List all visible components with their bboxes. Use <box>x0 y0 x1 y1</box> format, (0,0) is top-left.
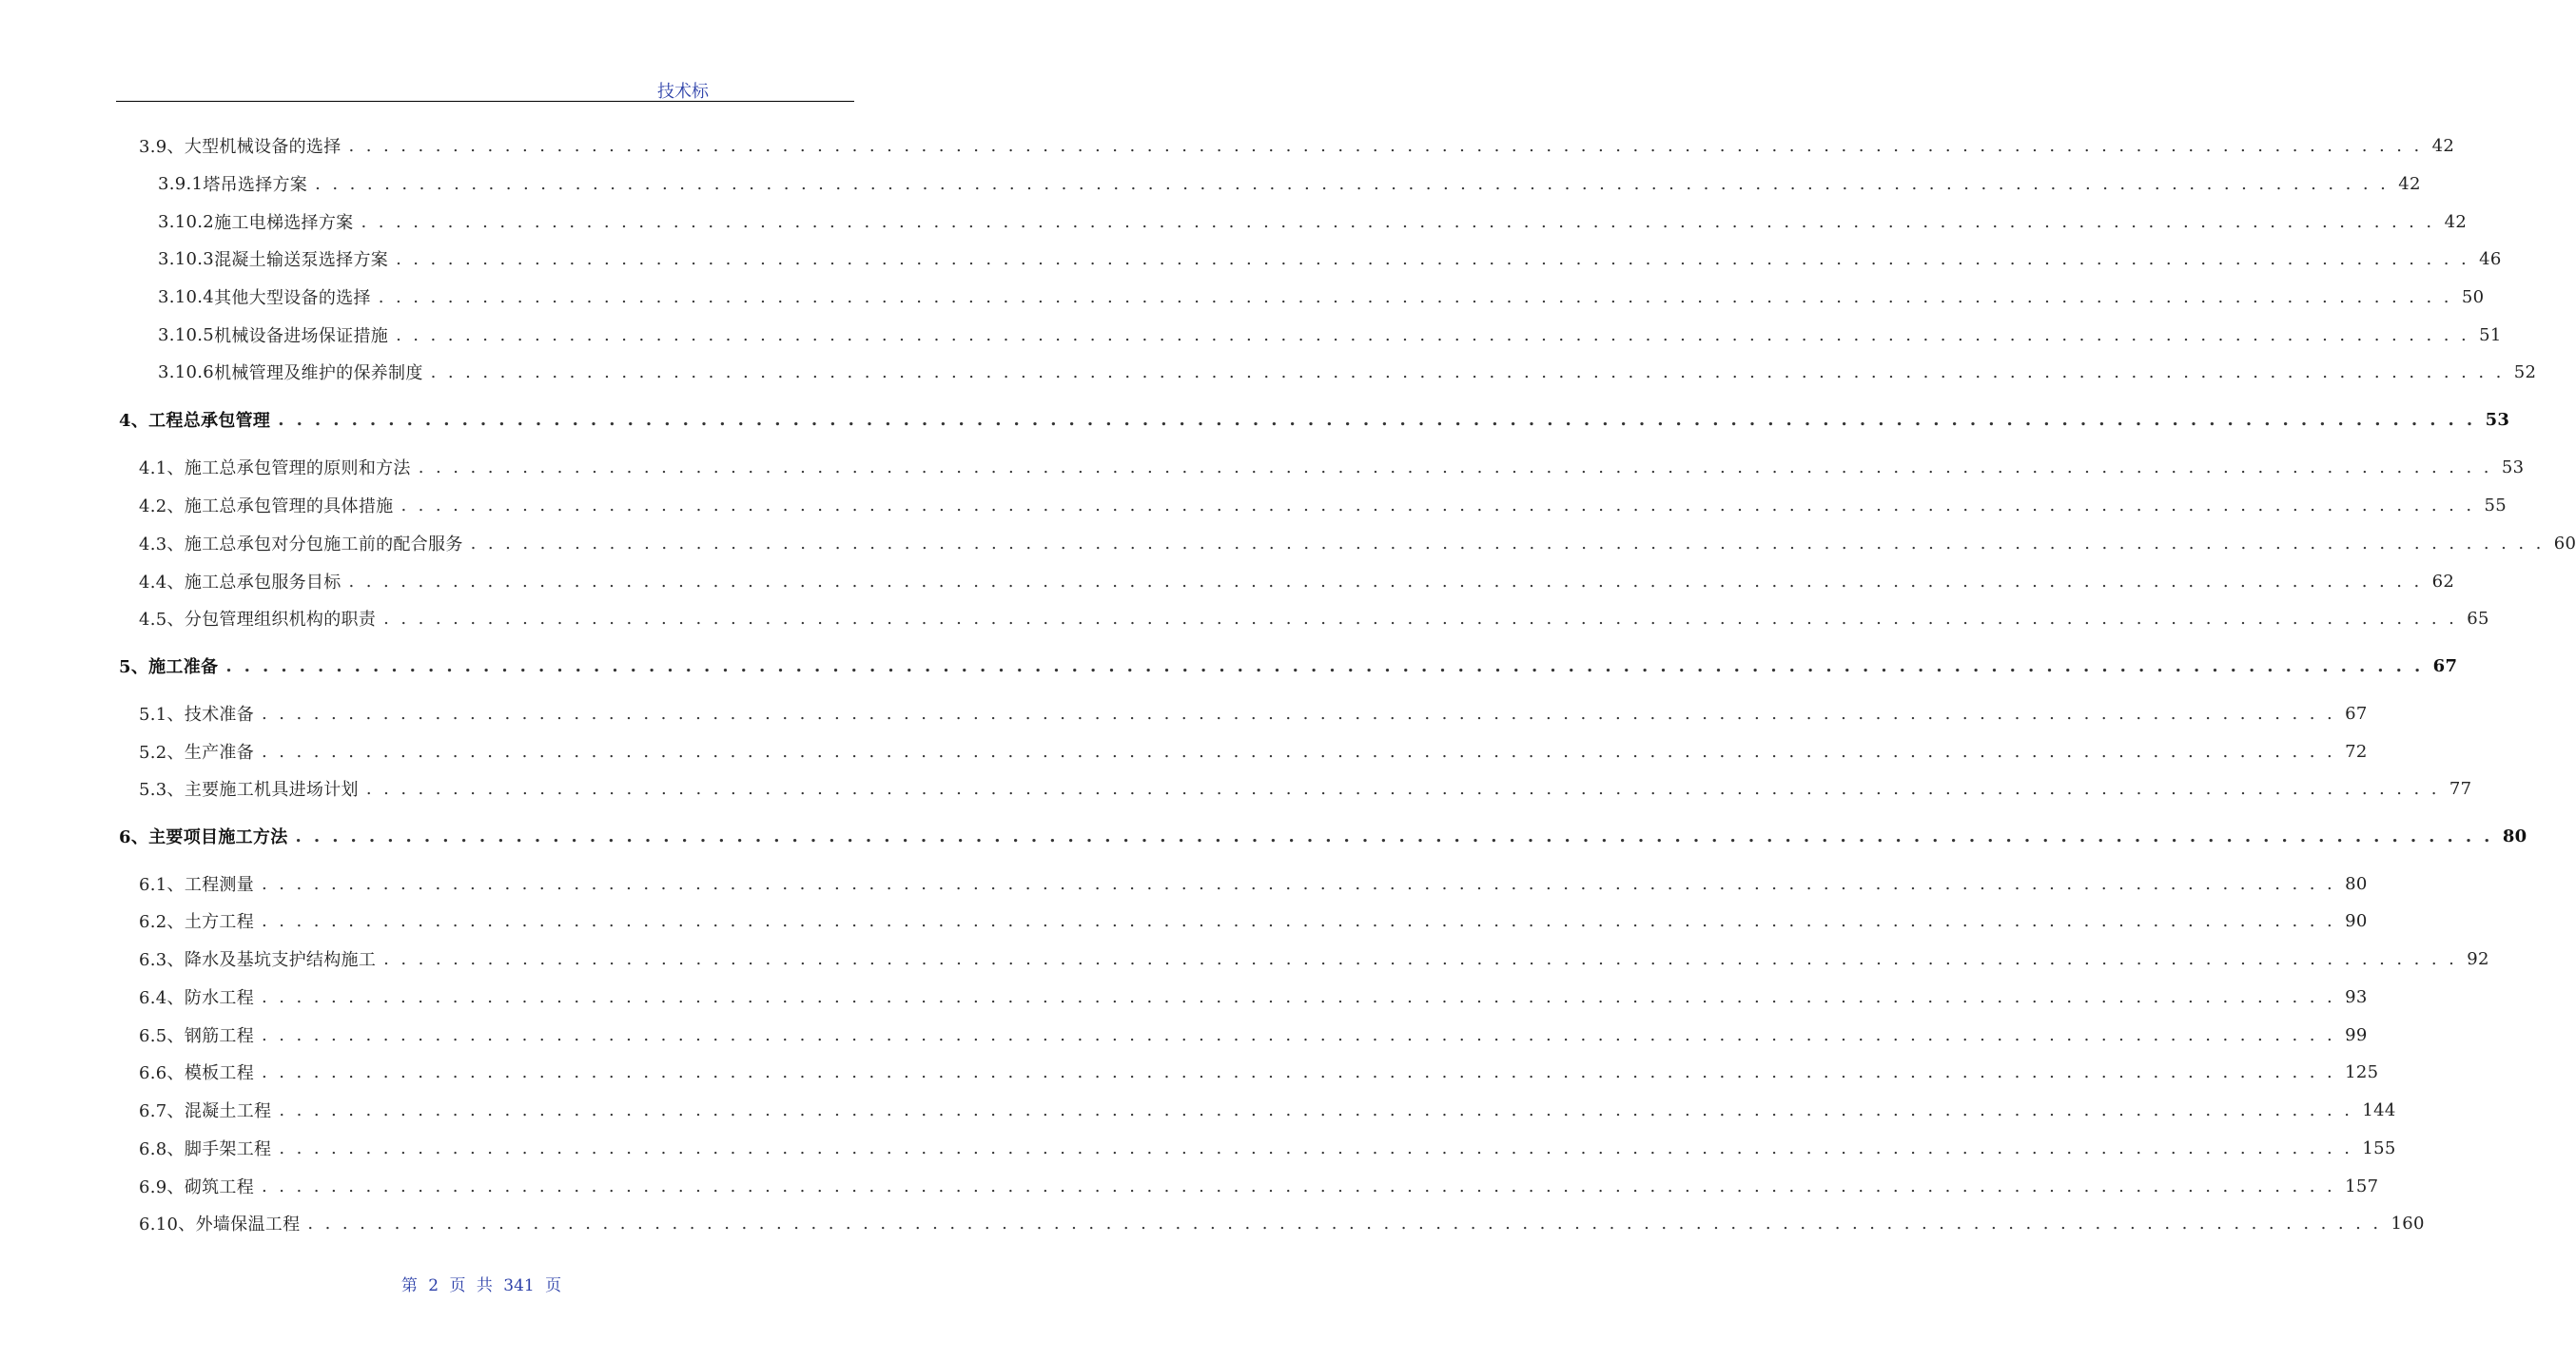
header-title: 技术标 <box>657 82 709 102</box>
header-divider <box>116 101 854 102</box>
toc-entry-page-number: 80 <box>2345 873 2368 894</box>
toc-entry-number: 6.4、 <box>139 988 185 1008</box>
toc-entry-page-number: 157 <box>2345 1176 2379 1196</box>
toc-entry-title: 混凝土工程 <box>184 1101 272 1121</box>
toc-entry-title: 外墙保温工程 <box>195 1215 301 1235</box>
toc-entry-title: 主要项目施工方法 <box>148 827 288 847</box>
toc-entry-number: 6、 <box>119 827 149 847</box>
toc-entry[interactable] <box>0 1136 2396 1160</box>
toc-entry-title: 工程测量 <box>184 875 255 895</box>
toc-entry-title: 施工总承包服务目标 <box>184 573 342 593</box>
toc-dot-leader: . . . . . . . . . . . . . . . . . . . . . . . . . . . . . . . . . . . . . . . . . . . . . . . . . . . . . . . . . . . . . . . . . . . . . . . . . . . . . . . . . . . . . . . . . . . . . . . . . . . . . . . . . . . . . . . . . . . . . . . . <box>430 361 2505 382</box>
toc-entry[interactable] <box>0 1098 2396 1122</box>
toc-entry-page-number: 144 <box>2362 1099 2396 1120</box>
toc-dot-leader: . . . . . . . . . . . . . . . . . . . . . . . . . . . . . . . . . . . . . . . . . . . . . . . . . . . . . . . . . . . . . . . . . . . . . . . . . . . . . . . . . . . . . . . . . . . . . . . . . . . . . . . . . . . . . . . . . . . . . . . . <box>307 1213 2382 1234</box>
toc-entry[interactable] <box>0 701 2368 726</box>
toc-entry-number: 3.9.1 <box>158 173 204 194</box>
toc-entry-number: 3.10.6 <box>158 361 215 382</box>
toc-entry-page-number: 50 <box>2461 286 2485 307</box>
toc-entry[interactable] <box>0 569 2455 593</box>
toc-entry-page-number: 125 <box>2345 1061 2379 1082</box>
toc-entry-title: 钢筋工程 <box>184 1026 255 1046</box>
toc-entry-title: 机械设备进场保证措施 <box>214 326 389 346</box>
toc-dot-leader: . . . . . . . . . . . . . . . . . . . . . . . . . . . . . . . . . . . . . . . . . . . . . . . . . . . . . . . . . . . . . . . . . . . . . . . . . . . . . . . . . . . . . . . . . . . . . . . . . . . . . . . . . . . . . . . . . . . . . . . . <box>262 1024 2336 1045</box>
toc-entry-title: 施工电梯选择方案 <box>214 213 354 233</box>
toc-entry[interactable] <box>0 1211 2425 1235</box>
toc-entry-page-number: 52 <box>2513 361 2537 382</box>
toc-entry-page-number: 92 <box>2467 948 2489 969</box>
toc-entry-title: 施工总承包对分包施工前的配合服务 <box>184 535 463 554</box>
toc-dot-leader: . . . . . . . . . . . . . . . . . . . . . . . . . . . . . . . . . . . . . . . . . . . . . . . . . . . . . . . . . . . . . . . . . . . . . . . . . . . . . . . . . . . . . . . . . . . . . . . . . . . . . . . . . . . . . . . . . . . . . . . . <box>262 1061 2336 1082</box>
toc-entry-page-number: 42 <box>2398 173 2421 194</box>
toc-entry[interactable] <box>0 739 2368 764</box>
toc-dot-leader: . . . . . . . . . . . . . . . . . . . . . . . . . . . . . . . . . . . . . . . . . . . . . . . . . . . . . . . . . . . . . . . . . . . . . . . . . . . . . . . . . . . . . . . . . . . . . . . . . . . . . . . . . . . . . . . . . . . . . . . . <box>383 608 2458 629</box>
toc-dot-leader: . . . . . . . . . . . . . . . . . . . . . . . . . . . . . . . . . . . . . . . . . . . . . . . . . . . . . . . . . . . . . . . . . . . . . . . . . . . . . . . . . . . . . . . . . . . . . . . . . . . . . . . . . . . . . . . . . . . . . . . . <box>418 457 2492 477</box>
toc-entry-number: 6.9、 <box>139 1177 185 1197</box>
toc-entry-title: 其他大型设备的选择 <box>214 288 371 308</box>
toc-entry[interactable] <box>0 653 2458 678</box>
toc-entry[interactable] <box>0 531 2576 555</box>
toc-entry-number: 6.6、 <box>139 1063 185 1083</box>
toc-entry-number: 3.10.2 <box>158 211 215 232</box>
toc-entry-page-number: 55 <box>2484 495 2508 515</box>
toc-entry-number: 6.1、 <box>139 875 185 895</box>
toc-dot-leader: . . . . . . . . . . . . . . . . . . . . . . . . . . . . . . . . . . . . . . . . . . . . . . . . . . . . . . . . . . . . . . . . . . . . . . . . . . . . . . . . . . . . . . . . . . . . . . . . . . . . . . . . . . . . . . . . . . . . . . . . <box>348 135 2423 156</box>
toc-entry[interactable] <box>0 984 2368 1009</box>
toc-entry[interactable] <box>0 1060 2379 1084</box>
toc-dot-leader: . . . . . . . . . . . . . . . . . . . . . . . . . . . . . . . . . . . . . . . . . . . . . . . . . . . . . . . . . . . . . . . . . . . . . . . . . . . . . . . . . . . . . . . . . . . . . . . . . . . . . . . . . . . . . . . . . . . . . . . . <box>470 533 2545 554</box>
toc-entry-page-number: 67 <box>2345 703 2368 724</box>
toc-entry-number: 4.4、 <box>139 573 185 593</box>
toc-entry-page-number: 93 <box>2345 986 2368 1007</box>
toc-entry[interactable] <box>0 284 2485 309</box>
toc-entry-number: 5、 <box>119 657 149 677</box>
toc-entry-number: 3.10.5 <box>158 324 215 345</box>
toc-entry-title: 分包管理组织机构的职责 <box>184 610 377 630</box>
toc-entry[interactable] <box>0 1022 2368 1047</box>
toc-entry-title: 施工总承包管理的具体措施 <box>184 496 394 516</box>
toc-entry-title: 防水工程 <box>184 988 255 1008</box>
toc-dot-leader: . . . . . . . . . . . . . . . . . . . . . . . . . . . . . . . . . . . . . . . . . . . . . . . . . . . . . . . . . . . . . . . . . . . . . . . . . . . . . . . . . . . . . . . . . . . . . . . . . . . . . . . . . . . . . . . . . . . . . . . . <box>262 703 2336 724</box>
toc-entry-page-number: 42 <box>2444 211 2468 232</box>
toc-entry-page-number: 46 <box>2479 248 2502 269</box>
toc-entry-page-number: 53 <box>2501 457 2525 477</box>
toc-entry-number: 3.10.3 <box>158 248 215 269</box>
toc-entry-number: 6.2、 <box>139 912 185 932</box>
toc-entry-page-number: 62 <box>2431 571 2455 592</box>
toc-dot-leader: . . . . . . . . . . . . . . . . . . . . . . . . . . . . . . . . . . . . . . . . . . . . . . . . . . . . . . . . . . . . . . . . . . . . . . . . . . . . . . . . . . . . . . . . . . . . . . . . . . . . . . . . . . . . . . . . . . . . . . . . <box>262 741 2336 762</box>
toc-entry-title: 砌筑工程 <box>184 1177 255 1197</box>
toc-dot-leader: . . . . . . . . . . . . . . . . . . . . . . . . . . . . . . . . . . . . . . . . . . . . . . . . . . . . . . . . . . . . . . . . . . . . . . . . . . . . . . . . . . . . . . . . . . . . . . . . . . . . . . . . . . . . . . . . . . . . . . . . <box>279 1137 2353 1158</box>
toc-dot-leader: . . . . . . . . . . . . . . . . . . . . . . . . . . . . . . . . . . . . . . . . . . . . . . . . . . . . . . . . . . . . . . . . . . . . . . . . . . . . . . . . . . . . . . . . . . . . . . . . . . . . . . . . . . . . . . . . . . . . . . . . <box>225 655 2424 676</box>
toc-dot-leader: . . . . . . . . . . . . . . . . . . . . . . . . . . . . . . . . . . . . . . . . . . . . . . . . . . . . . . . . . . . . . . . . . . . . . . . . . . . . . . . . . . . . . . . . . . . . . . . . . . . . . . . . . . . . . . . . . . . . . . . . <box>400 495 2475 515</box>
toc-entry-title: 混凝土输送泵选择方案 <box>214 250 389 270</box>
toc-dot-leader: . . . . . . . . . . . . . . . . . . . . . . . . . . . . . . . . . . . . . . . . . . . . . . . . . . . . . . . . . . . . . . . . . . . . . . . . . . . . . . . . . . . . . . . . . . . . . . . . . . . . . . . . . . . . . . . . . . . . . . . . <box>262 1176 2336 1196</box>
toc-dot-leader: . . . . . . . . . . . . . . . . . . . . . . . . . . . . . . . . . . . . . . . . . . . . . . . . . . . . . . . . . . . . . . . . . . . . . . . . . . . . . . . . . . . . . . . . . . . . . . . . . . . . . . . . . . . . . . . . . . . . . . . . <box>348 571 2423 592</box>
toc-entry-page-number: 65 <box>2467 608 2489 629</box>
toc-entry-number: 5.2、 <box>139 743 185 763</box>
toc-entry-title: 施工准备 <box>148 657 219 677</box>
toc-entry[interactable] <box>0 776 2472 801</box>
toc-entry-title: 脚手架工程 <box>184 1139 272 1159</box>
toc-dot-leader: . . . . . . . . . . . . . . . . . . . . . . . . . . . . . . . . . . . . . . . . . . . . . . . . . . . . . . . . . . . . . . . . . . . . . . . . . . . . . . . . . . . . . . . . . . . . . . . . . . . . . . . . . . . . . . . . . . . . . . . . <box>378 286 2452 307</box>
toc-entry[interactable] <box>0 946 2489 971</box>
toc-entry[interactable] <box>0 493 2508 517</box>
toc-entry-number: 3.10.4 <box>158 286 215 307</box>
toc-entry-page-number: 90 <box>2345 910 2368 931</box>
toc-entry-title: 塔吊选择方案 <box>203 175 308 195</box>
toc-entry-page-number: 77 <box>2449 778 2472 799</box>
toc-entry-page-number: 53 <box>2485 409 2510 430</box>
toc-entry-title: 大型机械设备的选择 <box>184 137 342 157</box>
toc-entry[interactable] <box>0 1174 2379 1198</box>
toc-entry-number: 6.8、 <box>139 1139 185 1159</box>
toc-entry-page-number: 42 <box>2431 135 2455 156</box>
toc-entry-number: 4.5、 <box>139 610 185 630</box>
toc-entry[interactable] <box>0 606 2489 631</box>
toc-entry-number: 5.1、 <box>139 705 185 725</box>
toc-dot-leader: . . . . . . . . . . . . . . . . . . . . . . . . . . . . . . . . . . . . . . . . . . . . . . . . . . . . . . . . . . . . . . . . . . . . . . . . . . . . . . . . . . . . . . . . . . . . . . . . . . . . . . . . . . . . . . . . . . . . . . . . <box>396 248 2470 269</box>
toc-entry-title: 机械管理及维护的保养制度 <box>214 363 423 383</box>
toc-entry-title: 模板工程 <box>184 1063 255 1083</box>
toc-dot-leader: . . . . . . . . . . . . . . . . . . . . . . . . . . . . . . . . . . . . . . . . . . . . . . . . . . . . . . . . . . . . . . . . . . . . . . . . . . . . . . . . . . . . . . . . . . . . . . . . . . . . . . . . . . . . . . . . . . . . . . . . <box>315 173 2390 194</box>
toc-entry-number: 4、 <box>119 411 149 431</box>
toc-entry-page-number: 51 <box>2479 324 2502 345</box>
toc-entry-title: 技术准备 <box>184 705 255 725</box>
toc-dot-leader: . . . . . . . . . . . . . . . . . . . . . . . . . . . . . . . . . . . . . . . . . . . . . . . . . . . . . . . . . . . . . . . . . . . . . . . . . . . . . . . . . . . . . . . . . . . . . . . . . . . . . . . . . . . . . . . . . . . . . . . . <box>295 826 2493 846</box>
toc-dot-leader: . . . . . . . . . . . . . . . . . . . . . . . . . . . . . . . . . . . . . . . . . . . . . . . . . . . . . . . . . . . . . . . . . . . . . . . . . . . . . . . . . . . . . . . . . . . . . . . . . . . . . . . . . . . . . . . . . . . . . . . . <box>396 324 2470 345</box>
toc-entry[interactable] <box>0 908 2368 933</box>
toc-entry[interactable] <box>0 455 2525 479</box>
toc-entry-title: 主要施工机具进场计划 <box>184 780 359 800</box>
toc-entry[interactable] <box>0 407 2510 432</box>
toc-dot-leader: . . . . . . . . . . . . . . . . . . . . . . . . . . . . . . . . . . . . . . . . . . . . . . . . . . . . . . . . . . . . . . . . . . . . . . . . . . . . . . . . . . . . . . . . . . . . . . . . . . . . . . . . . . . . . . . . . . . . . . . . <box>279 1099 2353 1120</box>
toc-entry-title: 工程总承包管理 <box>148 411 271 431</box>
toc-entry[interactable] <box>0 171 2421 196</box>
toc-entry[interactable] <box>0 824 2527 848</box>
toc-entry-page-number: 60 <box>2553 533 2576 554</box>
toc-entry[interactable] <box>0 246 2502 271</box>
toc-entry[interactable] <box>0 322 2502 347</box>
toc-entry[interactable] <box>0 360 2537 384</box>
toc-entry-title: 降水及基坑支护结构施工 <box>184 950 377 970</box>
toc-dot-leader: . . . . . . . . . . . . . . . . . . . . . . . . . . . . . . . . . . . . . . . . . . . . . . . . . . . . . . . . . . . . . . . . . . . . . . . . . . . . . . . . . . . . . . . . . . . . . . . . . . . . . . . . . . . . . . . . . . . . . . . . <box>361 211 2435 232</box>
toc-entry-number: 5.3、 <box>139 780 185 800</box>
toc-entry[interactable] <box>0 133 2455 158</box>
toc-entry-page-number: 67 <box>2432 655 2458 676</box>
toc-entry-number: 3.9、 <box>139 137 185 157</box>
toc-entry-number: 4.1、 <box>139 458 185 478</box>
toc-entry-number: 6.3、 <box>139 950 185 970</box>
toc-entry-number: 4.2、 <box>139 496 185 516</box>
toc-entry[interactable] <box>0 209 2468 234</box>
toc-dot-leader: . . . . . . . . . . . . . . . . . . . . . . . . . . . . . . . . . . . . . . . . . . . . . . . . . . . . . . . . . . . . . . . . . . . . . . . . . . . . . . . . . . . . . . . . . . . . . . . . . . . . . . . . . . . . . . . . . . . . . . . . <box>278 409 2476 430</box>
toc-entry-page-number: 160 <box>2391 1213 2425 1234</box>
toc-entry-number: 6.5、 <box>139 1026 185 1046</box>
toc-dot-leader: . . . . . . . . . . . . . . . . . . . . . . . . . . . . . . . . . . . . . . . . . . . . . . . . . . . . . . . . . . . . . . . . . . . . . . . . . . . . . . . . . . . . . . . . . . . . . . . . . . . . . . . . . . . . . . . . . . . . . . . . <box>365 778 2440 799</box>
toc-entry-page-number: 155 <box>2362 1137 2396 1158</box>
toc-entry-page-number: 99 <box>2345 1024 2368 1045</box>
toc-entry-title: 土方工程 <box>184 912 255 932</box>
toc-entry-number: 4.3、 <box>139 535 185 554</box>
toc-dot-leader: . . . . . . . . . . . . . . . . . . . . . . . . . . . . . . . . . . . . . . . . . . . . . . . . . . . . . . . . . . . . . . . . . . . . . . . . . . . . . . . . . . . . . . . . . . . . . . . . . . . . . . . . . . . . . . . . . . . . . . . . <box>262 873 2336 894</box>
toc-entry-page-number: 72 <box>2345 741 2368 762</box>
toc-entry-number: 6.10、 <box>139 1215 196 1235</box>
toc-entry-page-number: 80 <box>2502 826 2527 846</box>
toc-dot-leader: . . . . . . . . . . . . . . . . . . . . . . . . . . . . . . . . . . . . . . . . . . . . . . . . . . . . . . . . . . . . . . . . . . . . . . . . . . . . . . . . . . . . . . . . . . . . . . . . . . . . . . . . . . . . . . . . . . . . . . . . <box>383 948 2458 969</box>
toc-entry-number: 6.7、 <box>139 1101 185 1121</box>
toc-dot-leader: . . . . . . . . . . . . . . . . . . . . . . . . . . . . . . . . . . . . . . . . . . . . . . . . . . . . . . . . . . . . . . . . . . . . . . . . . . . . . . . . . . . . . . . . . . . . . . . . . . . . . . . . . . . . . . . . . . . . . . . . <box>262 986 2336 1007</box>
toc-entry[interactable] <box>0 871 2368 896</box>
page-footer: 第 2 页 共 341 页 <box>400 1276 562 1295</box>
toc-entry-title: 施工总承包管理的原则和方法 <box>184 458 411 478</box>
toc-dot-leader: . . . . . . . . . . . . . . . . . . . . . . . . . . . . . . . . . . . . . . . . . . . . . . . . . . . . . . . . . . . . . . . . . . . . . . . . . . . . . . . . . . . . . . . . . . . . . . . . . . . . . . . . . . . . . . . . . . . . . . . . <box>262 910 2336 931</box>
toc-entry-title: 生产准备 <box>184 743 255 763</box>
